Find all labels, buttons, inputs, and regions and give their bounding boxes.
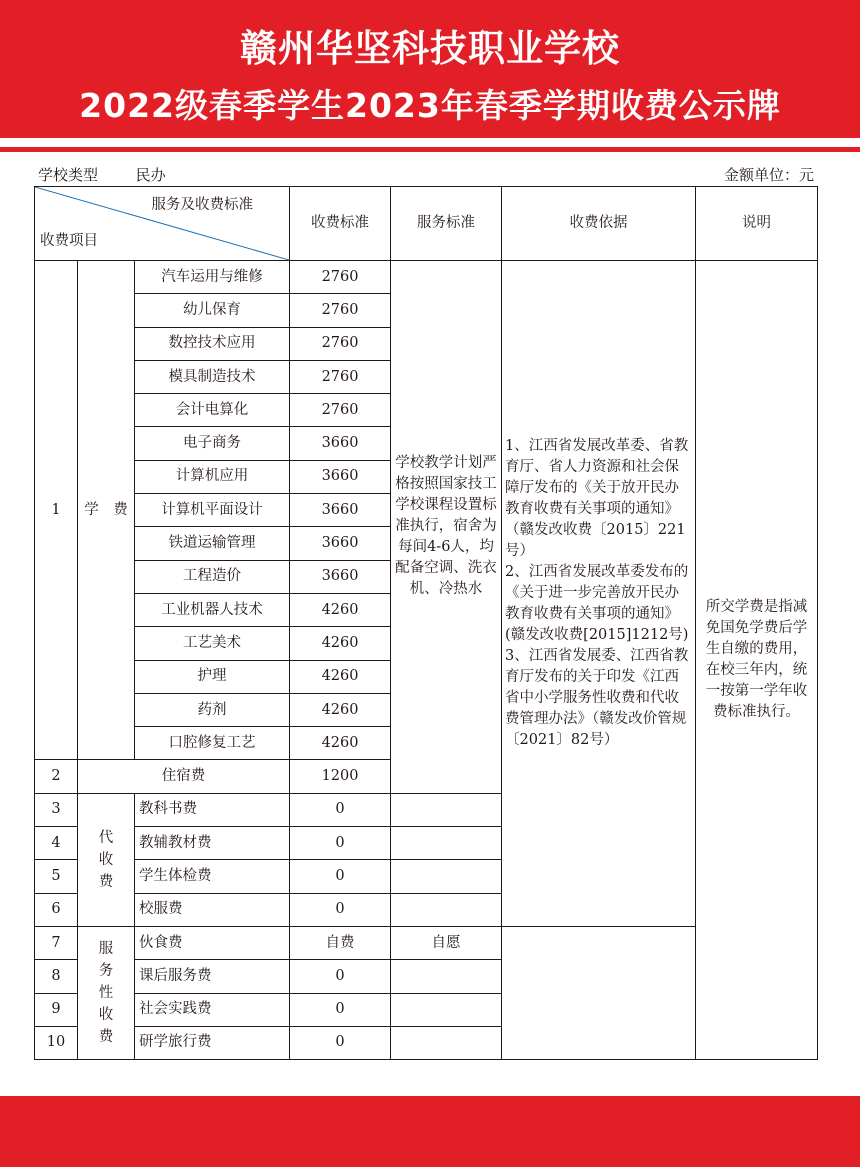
item-service: [391, 1026, 502, 1059]
tuition-number: 1: [35, 261, 78, 760]
item-fee: 0: [290, 960, 391, 993]
fee-table: [34, 186, 818, 1060]
major-name: 计算机应用: [135, 460, 290, 493]
item-name: 教辅教材费: [135, 827, 290, 860]
major-name: 模具制造技术: [135, 360, 290, 393]
major-name: 计算机平面设计: [135, 494, 290, 527]
major-name: 幼儿保育: [135, 294, 290, 327]
accommodation-name: 住宿费: [78, 760, 290, 793]
item-number: 5: [35, 860, 78, 893]
major-fee: 3660: [290, 427, 391, 460]
major-name: 铁道运输管理: [135, 527, 290, 560]
item-name: 社会实践费: [135, 993, 290, 1026]
diagonal-header-cell: [35, 187, 290, 261]
item-fee: 0: [290, 893, 391, 926]
item-name: 校服费: [135, 893, 290, 926]
major-fee: 4260: [290, 660, 391, 693]
diag-bottom-label: 收费项目: [40, 233, 98, 249]
item-name: 伙食费: [135, 926, 290, 959]
major-name: 电子商务: [135, 427, 290, 460]
major-name: 数控技术应用: [135, 327, 290, 360]
notice-title: 2022级春季学生2023年春季学期收费公示牌: [79, 86, 781, 125]
item-name: 学生体检费: [135, 860, 290, 893]
item-service: [391, 827, 502, 860]
item-name: 研学旅行费: [135, 1026, 290, 1059]
item-number: 9: [35, 993, 78, 1026]
note-header: 说明: [696, 187, 818, 261]
accommodation-number: 2: [35, 760, 78, 793]
major-fee: 3660: [290, 560, 391, 593]
major-fee: 4260: [290, 627, 391, 660]
item-fee: 0: [290, 827, 391, 860]
item-service: [391, 793, 502, 826]
item-service: [391, 993, 502, 1026]
major-fee: 4260: [290, 727, 391, 760]
major-name: 护理: [135, 660, 290, 693]
major-name: 口腔修复工艺: [135, 727, 290, 760]
table-row: [35, 261, 818, 294]
basis-blank: [502, 926, 696, 1059]
item-service: [391, 960, 502, 993]
major-fee: 3660: [290, 460, 391, 493]
agency-fees-label: 代 收 费: [78, 793, 135, 926]
item-fee: 0: [290, 993, 391, 1026]
major-fee: 4260: [290, 693, 391, 726]
major-name: 药剂: [135, 693, 290, 726]
item-service: [391, 893, 502, 926]
major-fee: 2760: [290, 294, 391, 327]
header-stripe: [0, 147, 860, 152]
accommodation-fee: 1200: [290, 760, 391, 793]
school-type: [38, 164, 166, 185]
school-type-label: 学校类型: [38, 166, 99, 184]
basis-header: 收费依据: [502, 187, 696, 261]
item-service: 自愿: [391, 926, 502, 959]
item-fee: 0: [290, 860, 391, 893]
major-name: 会计电算化: [135, 394, 290, 427]
table-header-row: [35, 187, 818, 261]
major-fee: 3660: [290, 494, 391, 527]
major-fee: 2760: [290, 394, 391, 427]
item-name: 教科书费: [135, 793, 290, 826]
item-number: 4: [35, 827, 78, 860]
major-fee: 2760: [290, 360, 391, 393]
item-fee: 0: [290, 793, 391, 826]
major-fee: 3660: [290, 527, 391, 560]
item-number: 6: [35, 893, 78, 926]
diag-top-label: 服务及收费标准: [151, 197, 254, 213]
major-fee: 2760: [290, 327, 391, 360]
major-name: 工程造价: [135, 560, 290, 593]
item-service: [391, 860, 502, 893]
major-fee: 2760: [290, 261, 391, 294]
school-type-value: 民办: [135, 166, 166, 184]
fee-standard-header: 收费标准: [290, 187, 391, 261]
footer-banner: [0, 1096, 860, 1167]
tuition-label: 学 费: [78, 261, 135, 760]
note-text: 所交学费是指减免国免学费后学生自缴的费用，在校三年内，统一按第一学年收费标准执行。: [696, 261, 818, 1060]
item-fee: 自费: [290, 926, 391, 959]
item-number: 7: [35, 926, 78, 959]
service-standard-text: 学校教学计划严格按照国家技工学校课程设置标准执行，宿舍为每间4-6人，均配备空调、洗衣机、冷热水: [391, 261, 502, 794]
item-number: 3: [35, 793, 78, 826]
item-fee: 0: [290, 1026, 391, 1059]
service-standard-header: 服务标准: [391, 187, 502, 261]
service-fees-label: 服 务 性 收 费: [78, 926, 135, 1059]
major-name: 工艺美术: [135, 627, 290, 660]
major-name: 汽车运用与维修: [135, 261, 290, 294]
item-number: 10: [35, 1026, 78, 1059]
item-name: 课后服务费: [135, 960, 290, 993]
currency-unit: 金额单位：元: [723, 166, 814, 184]
school-title: 赣州华坚科技职业学校: [240, 27, 620, 70]
major-name: 工业机器人技术: [135, 593, 290, 626]
item-number: 8: [35, 960, 78, 993]
major-fee: 4260: [290, 593, 391, 626]
basis-text: 1、江西省发展改革委、省教育厅、省人力资源和社会保障厅发布的《关于放开民办教育收费有关事项的通知》（赣发改收费〔2015〕221号） 2、江西省发展改革委发布的《关于进一步完善放开民办教育收费有关事项的通知》(赣发改收费[2015]1212号) 3、江西省发展委、江西省教育厅发布的关于印发《江西省中小学服务性收费和代收费管理办法》（赣发改价管规〔2021〕82号）: [502, 261, 696, 927]
